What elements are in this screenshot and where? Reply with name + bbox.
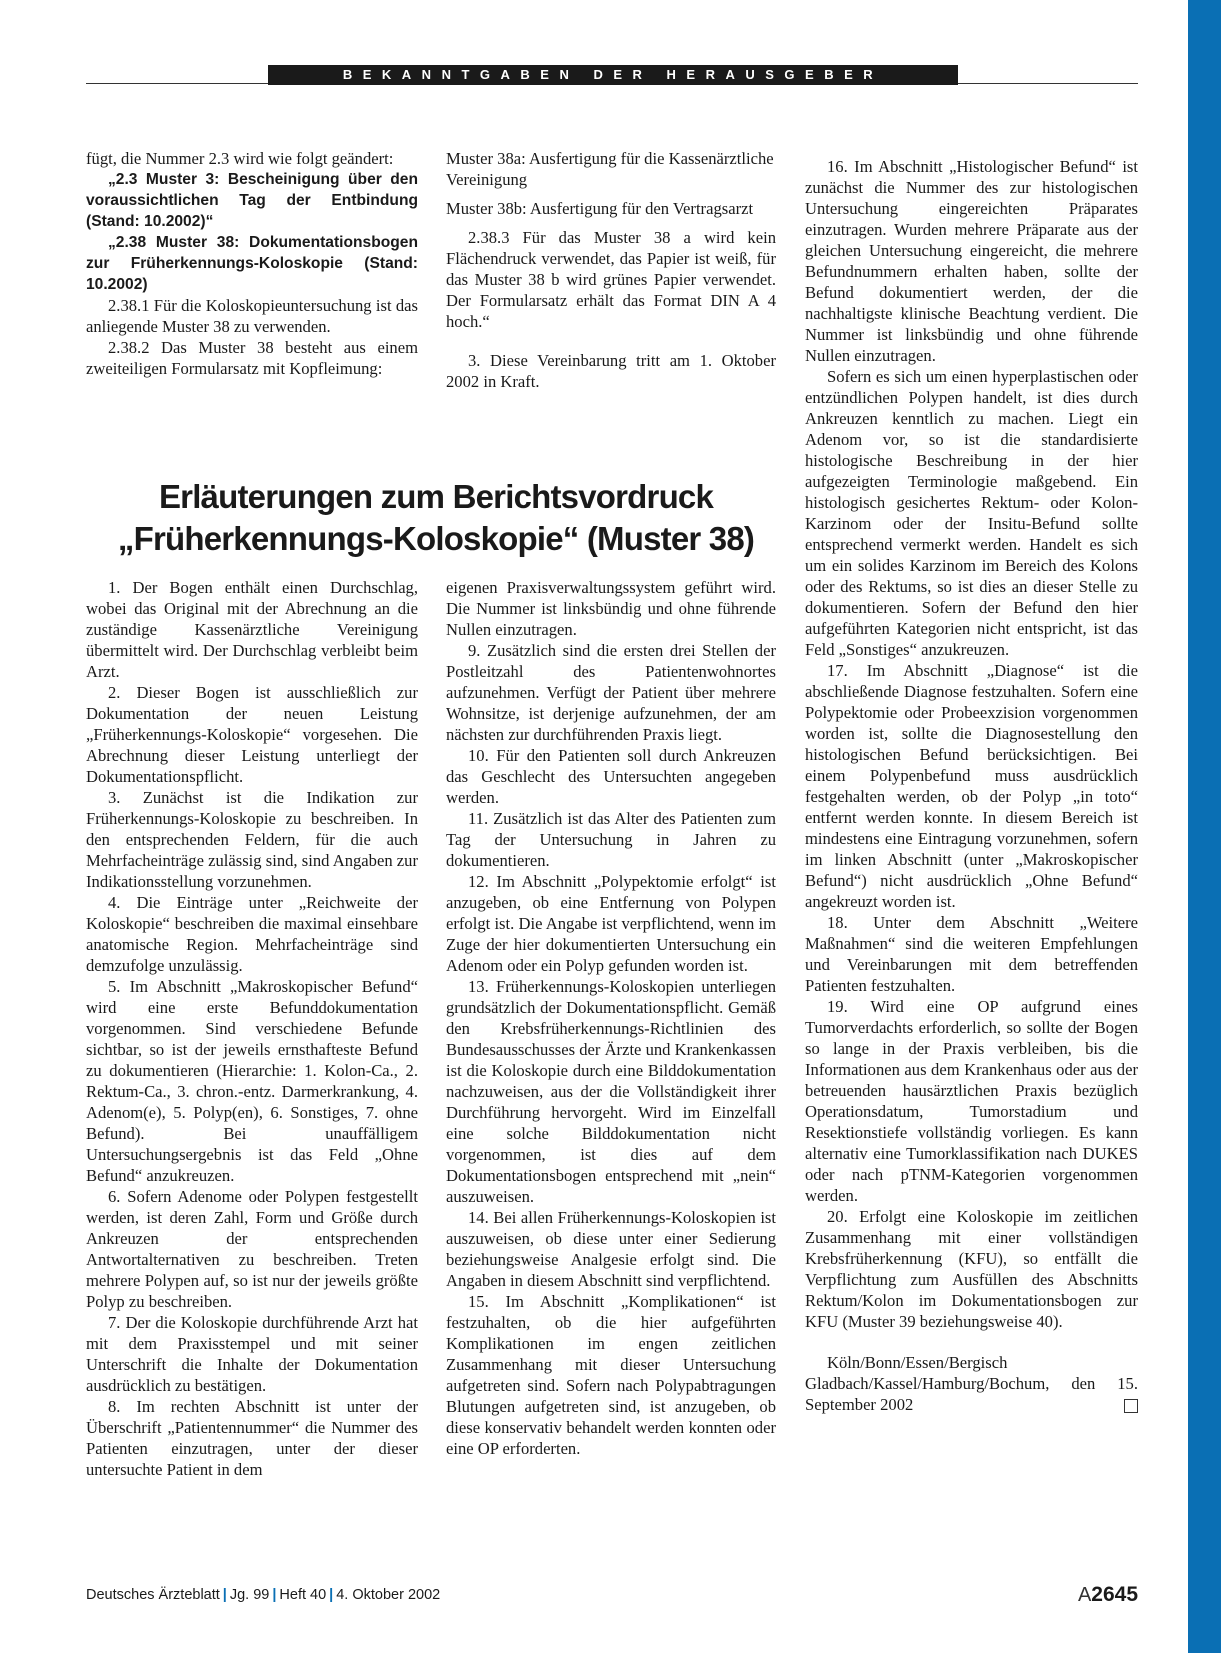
paragraph: 12. Im Abschnitt „Polypektomie erfolgt“ ist anzugeben, ob eine Entfernung von Polypen erfolgt ist. Die Angabe ist verpflichtend, wenn im Zuge der hier dokumentierten Untersuchung ein Adenom oder ein Polyp gefunden worden ist. — [446, 872, 776, 975]
paragraph: 19. Wird eine OP aufgrund eines Tumorverdachts erforderlich, so sollte der Bogen so lange in der Praxis verbleiben, bis die Informationen aus dem Krankenhaus oder aus der betreuenden hausärztlichen Praxis bezüglich Operationsdatum, Tumorstadium und Resektionstiefe vollständig vorliegen. Es kann alternativ eine Tumorklassifikation nach DUKES oder nach pTNM-Kategorien vorgenommen werden. — [805, 997, 1138, 1205]
article-title-line: „Früherkennungs-Koloskopie“ (Muster 38) — [117, 520, 755, 557]
article-column-2 — [446, 577, 776, 1459]
signoff-text: Köln/Bonn/Essen/Bergisch Gladbach/Kassel/Hamburg/Bochum, den 15. September 2002 — [805, 1353, 1138, 1414]
paragraph: 11. Zusätzlich ist das Alter des Patienten zum Tag der Untersuchung in Jahren zu dokumentieren. — [446, 809, 776, 870]
paragraph: „2.38 Muster 38: Dokumentationsbogen zur Früherkennungs-Koloskopie (Stand: 10.2002) — [86, 234, 418, 293]
paragraph: 2. Dieser Bogen ist ausschließlich zur Dokumentation der neuen Leistung „Früherkennungs-Koloskopie“ vorgesehen. Die Abrechnung dieser Leistung unterliegt der Dokumentationspflicht. — [86, 683, 418, 786]
paragraph: 14. Bei allen Früherkennungs-Koloskopien ist auszuweisen, ob diese unter einer Sedierung beziehungsweise Analgesie erfolgt sind. Die Angaben in diesem Abschnitt sind verpflichtend. — [446, 1208, 776, 1290]
paragraph: 18. Unter dem Abschnitt „Weitere Maßnahmen“ sind die weiteren Empfehlungen und Vereinbarungen mit dem betreffenden Patienten festzuhalten. — [805, 913, 1138, 995]
paragraph: 5. Im Abschnitt „Makroskopischer Befund“ wird eine erste Befunddokumentation vorgenommen. Sind verschiedene Befunde sichtbar, so ist der jeweils ernsthafteste Befund zu dokumentieren (Hierarchie: 1. Kolon-Ca., 2. Rektum-Ca., 3. chron.-entz. Darmerkrankung, 4. Adenom(e), 5. Polyp(en), 6. Sonstiges, 7. ohne Befund). Bei unauffälligem Untersuchungsergebnis ist das Feld „Ohne Befund“ anzukreuzen. — [86, 977, 418, 1185]
journal-volume: Jg. 99 — [229, 1587, 270, 1603]
article-column-3 — [805, 156, 1138, 1415]
page-prefix: A — [1077, 1584, 1092, 1606]
paragraph: 3. Diese Vereinbarung tritt am 1. Oktober 2002 in Kraft. — [446, 351, 776, 391]
page-number — [1078, 1583, 1138, 1607]
paragraph: 15. Im Abschnitt „Komplikationen“ ist festzuhalten, ob die hier aufgeführten Komplikationen im engen zeitlichen Zusammenhang mit dieser Untersuchung aufgetreten sind. Sofern nach Polypabtragungen Blutungen aufgetreten sind, ist anzugeben, ob diese konservativ behandelt werden konnten oder eine OP erforderten. — [446, 1292, 776, 1458]
paragraph: 2.38.3 Für das Muster 38 a wird kein Flächendruck verwendet, das Papier ist weiß, für das Muster 38 b wird grünes Papier verwendet. Der Formularsatz erhält das Format DIN A 4 hoch.“ — [446, 228, 776, 331]
journal-name: Deutsches Ärzteblatt — [86, 1587, 220, 1603]
footer-citation: Deutsches Ärzteblatt | Jg. 99 | Heft 40 | 4. Oktober 2002 — [86, 1587, 441, 1603]
paragraph: 6. Sofern Adenome oder Polypen festgestellt werden, ist deren Zahl, Form und Größe durch Ankreuzen der entsprechenden Antwortalternativen zu beschreiben. Treten mehrere Polypen auf, so ist nur der jeweils größte Polyp zu beschreiben. — [86, 1187, 418, 1311]
journal-issue: Heft 40 — [279, 1587, 327, 1603]
paragraph: 2.38.1 Für die Koloskopieuntersuchung ist das anliegende Muster 38 zu verwenden. — [86, 296, 418, 336]
paragraph: 8. Im rechten Abschnitt ist unter der Überschrift „Patientennummer“ die Nummer des Patienten einzutragen, unter der dieser untersuchte Patient in dem — [86, 1397, 418, 1479]
paragraph: fügt, die Nummer 2.3 wird wie folgt geändert: — [86, 149, 394, 168]
paragraph: 9. Zusätzlich sind die ersten drei Stellen der Postleitzahl des Patientenwohnortes aufzunehmen. Verfügt der Patient über mehrere Wohnsitze, ist derjenige aufzunehmen, der am nächsten zur durchführenden Praxis liegt. — [446, 641, 776, 744]
top-column-2 — [446, 148, 776, 392]
paragraph: 10. Für den Patienten soll durch Ankreuzen das Geschlecht des Untersuchten angegeben werden. — [446, 746, 776, 807]
sidebar-color-bar — [1188, 0, 1221, 1653]
paragraph: Muster 38b: Ausfertigung für den Vertragsarzt — [446, 199, 754, 218]
section-header: BEKANNTGABEN DER HERAUSGEBER — [268, 65, 958, 85]
paragraph: „2.3 Muster 3: Bescheinigung über den voraussichtlichen Tag der Entbindung (Stand: 10.2002)“ — [86, 171, 418, 230]
end-of-article-mark — [1124, 1399, 1138, 1413]
journal-date: 4. Oktober 2002 — [336, 1587, 441, 1603]
paragraph: 17. Im Abschnitt „Diagnose“ ist die abschließende Diagnose festzuhalten. Sofern eine Polypektomie oder Probeexzision vorgenommen worden ist, sollte die Diagnosestellung den histologischen Befund berücksichtigen. Bei einem Polypenbefund muss ausdrücklich festgehalten werden, ob der Polyp „in toto“ entfernt werden konnte. In diesem Bereich ist mindestens eine Eintragung vorzunehmen, sofern im linken Abschnitt (unter „Makroskopischer Befund“) nicht ausdrücklich „Ohne Befund“ angekreuzt worden ist. — [805, 661, 1138, 911]
paragraph: eigenen Praxisverwaltungssystem geführt wird. Die Nummer ist linksbündig und ohne führende Nullen einzutragen. — [446, 578, 776, 639]
paragraph: 4. Die Einträge unter „Reichweite der Koloskopie“ beschreiben die maximal einsehbare anatomische Region. Mehrfacheinträge sind demzufolge unzulässig. — [86, 893, 418, 975]
paragraph: 13. Früherkennungs-Koloskopien unterliegen grundsätzlich der Dokumentationspflicht. Gemäß den Krebsfrüherkennungs-Richtlinien des Bundesausschusses der Ärzte und Krankenkassen ist die Koloskopie durch eine Bilddokumentation nachzuweisen, aus der die Vollständigkeit ihrer Durchführung hervorgeht. Wird im Einzelfall eine solche Bilddokumentation nicht vorgenommen, ist dies auf dem Dokumentationsbogen entsprechend mit „nein“ auszuweisen. — [446, 977, 776, 1206]
paragraph: 1. Der Bogen enthält einen Durchschlag, wobei das Original mit der Abrechnung an die zuständige Kassenärztliche Vereinigung übermittelt wird. Der Durchschlag verbleibt beim Arzt. — [86, 578, 418, 681]
article-title-line: Erläuterungen zum Berichtsvordruck — [158, 478, 714, 515]
page-number-value: 2645 — [1091, 1583, 1138, 1606]
paragraph: 3. Zunächst ist die Indikation zur Früherkennungs-Koloskopie zu beschreiben. In den entsprechenden Feldern, für die auch Mehrfacheinträge zulässig sind, sind Angaben zur Indikationsstellung vorzunehmen. — [86, 788, 418, 891]
article-title — [86, 476, 786, 560]
paragraph: Sofern es sich um einen hyperplastischen oder entzündlichen Polypen handelt, ist dies durch Ankreuzen kenntlich zu machen. Liegt ein Adenom vor, so ist die standardisierte histologische Beschreibung in der hier aufgezeigten Terminologie maßgebend. Ein histologisch gesichertes Rektum- oder Kolon-Karzinom oder der Insitu-Befund sollte entsprechend vermerkt werden. Handelt es sich um ein solides Karzinom im Bereich des Kolons oder des Rektums, so ist dies an dieser Stelle zu dokumentieren. Sofern der Befund den hier aufgeführten Kategorien nicht entspricht, ist das Feld „Sonstiges“ anzukreuzen. — [805, 367, 1138, 659]
signoff — [805, 1352, 1138, 1415]
paragraph: Muster 38a: Ausfertigung für die Kassenärztliche Vereinigung — [446, 149, 774, 189]
paragraph: 20. Erfolgt eine Koloskopie im zeitlichen Zusammenhang mit einer vollständigen Krebsfrüherkennung (KFU), so entfällt die Verpflichtung zum Ausfüllen des Abschnitts Rektum/Kolon im Dokumentationsbogen zur KFU (Muster 39 beziehungsweise 40). — [805, 1207, 1138, 1331]
article-column-1 — [86, 577, 418, 1480]
page-footer — [86, 1583, 1138, 1611]
paragraph: 16. Im Abschnitt „Histologischer Befund“ ist zunächst die Nummer des zur histologischen Untersuchung eingereichten Präparates einzutragen. Wurden mehrere Präparate aus der gleichen Untersuchung eingereicht, die mehrere Befundnummern erhalten haben, sollte der Befund dokumentiert werden, der die nachhaltigste klinische Beachtung verdient. Die Nummer ist linksbündig und ohne führende Nullen einzutragen. — [805, 157, 1138, 365]
paragraph: 2.38.2 Das Muster 38 besteht aus einem zweiteiligen Formularsatz mit Kopfleimung: — [86, 338, 418, 378]
paragraph: 7. Der die Koloskopie durchführende Arzt hat mit dem Praxisstempel und mit seiner Unterschrift die Inhalte der Dokumentation ausdrücklich zu bestätigen. — [86, 1313, 418, 1395]
top-column-1 — [86, 148, 418, 379]
